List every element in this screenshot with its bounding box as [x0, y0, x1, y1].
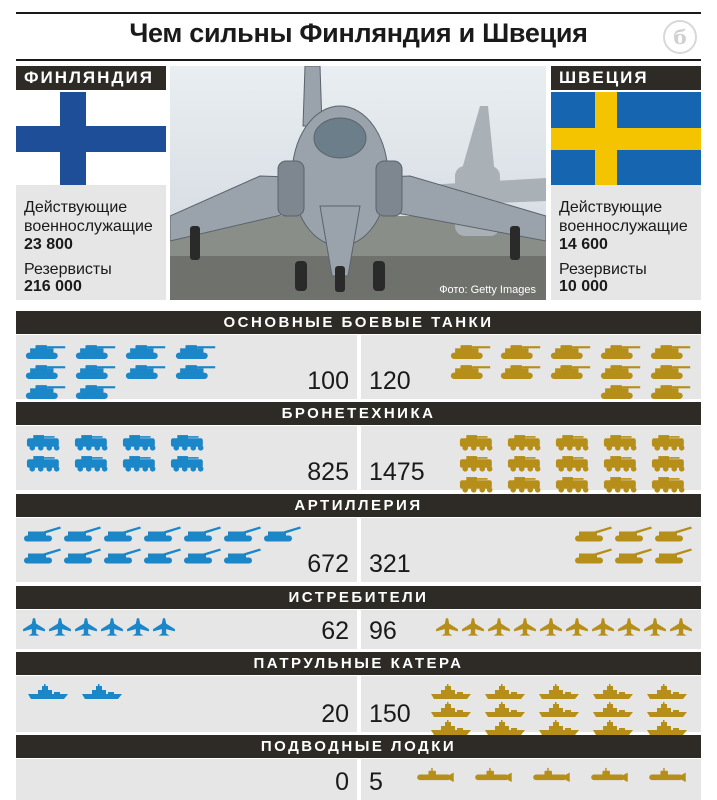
sweden-tank-icon — [497, 363, 543, 380]
finland-icon-cell — [102, 526, 142, 543]
finland-armored-vehicle-icon — [166, 455, 212, 472]
sweden-icon-cell — [587, 684, 639, 700]
sweden-icon-cell — [435, 618, 459, 637]
finland-icon-cell — [172, 363, 218, 380]
finland-icon-cell — [72, 363, 118, 380]
finland-armored-vehicle-icon — [22, 434, 68, 451]
sweden-artillery-icon — [653, 526, 693, 543]
sweden-flag-icon — [551, 92, 701, 185]
sweden-panel — [361, 335, 701, 399]
sweden-icon-cell — [455, 455, 501, 472]
finland-icon-cell — [72, 343, 118, 360]
sweden-icon-cell — [647, 434, 693, 451]
finland-panel — [16, 676, 357, 732]
sweden-icon-cell — [425, 702, 477, 718]
sweden-artillery-icon — [573, 526, 613, 543]
finland-tank-icon — [122, 343, 168, 360]
sweden-icon-cell — [447, 363, 493, 380]
sweden-icon-cell — [551, 476, 597, 493]
sweden-armored-vehicle-icon — [455, 455, 501, 472]
finland-icon-cell — [22, 383, 68, 400]
sweden-patrol-boat-icon — [479, 684, 531, 700]
sweden-box — [551, 92, 701, 300]
sweden-icon-cell — [643, 618, 667, 637]
sweden-patrol-boat-icon — [641, 684, 693, 700]
sweden-submarine-icon — [641, 767, 693, 782]
sweden-fighter-jet-icon — [617, 618, 641, 637]
finland-icon-cell — [70, 455, 116, 472]
finland-fighter-jet-icon — [22, 618, 46, 637]
finland-icon-cell — [118, 455, 164, 472]
sweden-fighter-jet-icon — [461, 618, 485, 637]
sweden-icon-cell — [487, 618, 511, 637]
sweden-icon-cell — [573, 548, 613, 565]
sweden-icon-cell — [599, 455, 645, 472]
sweden-panel — [361, 676, 701, 732]
sweden-armored-vehicle-icon — [599, 434, 645, 451]
sweden-icon-cell — [597, 383, 643, 400]
sweden-patrol-boat-icon — [425, 702, 477, 718]
finland-icon-cell — [182, 526, 222, 543]
sweden-reserve-value: 10 000 — [559, 278, 608, 295]
sweden-tank-icon — [597, 363, 643, 380]
sweden-artillery-icon — [613, 526, 653, 543]
sweden-icon-cell — [647, 383, 693, 400]
sweden-value: 120 — [369, 367, 411, 395]
finland-fighter-jet-icon — [74, 618, 98, 637]
sweden-fighter-jet-icon — [643, 618, 667, 637]
finland-icon-cell — [222, 548, 262, 565]
finland-tank-icon — [22, 343, 68, 360]
finland-icon-cell — [76, 684, 128, 700]
category-header: АРТИЛЛЕРИЯ — [16, 494, 701, 517]
finland-panel — [16, 335, 357, 399]
sweden-patrol-boat-icon — [587, 684, 639, 700]
finland-icon-cell — [48, 618, 72, 637]
publisher-logo: б — [663, 20, 697, 54]
finland-value: 62 — [321, 617, 349, 645]
sweden-icon-cell — [591, 618, 615, 637]
sweden-active-value: 14 600 — [559, 236, 608, 253]
sweden-icon-cell — [409, 767, 461, 782]
finland-artillery-icon — [182, 548, 222, 565]
finland-panel — [16, 426, 357, 490]
finland-panel — [16, 610, 357, 649]
finland-icon-cell — [172, 343, 218, 360]
sweden-icon-cell — [647, 343, 693, 360]
sweden-icon-cell — [599, 476, 645, 493]
sweden-icon-cell — [533, 684, 585, 700]
sweden-value: 96 — [369, 617, 397, 645]
sweden-icon-cell — [597, 343, 643, 360]
finland-flag-icon — [16, 92, 166, 185]
category-header: ОСНОВНЫЕ БОЕВЫЕ ТАНКИ — [16, 311, 701, 334]
finland-value: 0 — [335, 768, 349, 796]
sweden-value: 1475 — [369, 458, 425, 486]
finland-value: 825 — [307, 458, 349, 486]
finland-artillery-icon — [142, 548, 182, 565]
sweden-icon-cell — [641, 767, 693, 782]
finland-value: 672 — [307, 550, 349, 578]
finland-armored-vehicle-icon — [22, 455, 68, 472]
sweden-armored-vehicle-icon — [503, 434, 549, 451]
sweden-panel — [361, 759, 701, 800]
sweden-patrol-boat-icon — [533, 720, 585, 736]
finland-active-label — [24, 198, 153, 236]
sweden-tank-icon — [647, 343, 693, 360]
sweden-value: 150 — [369, 700, 411, 728]
finland-tank-icon — [72, 343, 118, 360]
sweden-icon-cell — [573, 526, 613, 543]
finland-patrol-boat-icon — [76, 684, 128, 700]
category-header: ПАТРУЛЬНЫЕ КАТЕРА — [16, 652, 701, 675]
sweden-icon-cell — [653, 548, 693, 565]
sweden-icon-cell — [653, 526, 693, 543]
finland-armored-vehicle-icon — [118, 455, 164, 472]
sweden-patrol-boat-icon — [425, 720, 477, 736]
sweden-icon-cell — [525, 767, 577, 782]
sweden-fighter-jet-icon — [435, 618, 459, 637]
sweden-icon-cell — [613, 526, 653, 543]
sweden-icon-cell — [647, 363, 693, 380]
sweden-icon-cell — [479, 720, 531, 736]
sweden-patrol-boat-icon — [479, 702, 531, 718]
finland-tank-icon — [72, 363, 118, 380]
sweden-icon-cell — [669, 618, 693, 637]
finland-active-value: 23 800 — [24, 236, 73, 253]
sweden-armored-vehicle-icon — [599, 455, 645, 472]
sweden-icon-cell — [547, 343, 593, 360]
finland-icon-cell — [126, 618, 150, 637]
finland-artillery-icon — [182, 526, 222, 543]
sweden-submarine-icon — [467, 767, 519, 782]
finland-icon-cell — [74, 618, 98, 637]
sweden-fighter-jet-icon — [591, 618, 615, 637]
sweden-fighter-jet-icon — [513, 618, 537, 637]
finland-patrol-boat-icon — [22, 684, 74, 700]
page-title: Чем сильны Финляндия и Швеция — [129, 18, 588, 48]
finland-icon-cell — [22, 618, 46, 637]
sweden-patrol-boat-icon — [533, 684, 585, 700]
finland-panel — [16, 518, 357, 582]
sweden-icon-cell — [587, 702, 639, 718]
finland-panel — [16, 759, 357, 800]
sweden-icon-cell — [461, 618, 485, 637]
sweden-armored-vehicle-icon — [551, 476, 597, 493]
finland-fighter-jet-icon — [100, 618, 124, 637]
photo-credit: Фото: Getty Images — [439, 284, 536, 296]
sweden-tank-icon — [497, 343, 543, 360]
sweden-armored-vehicle-icon — [503, 476, 549, 493]
finland-artillery-icon — [22, 548, 62, 565]
sweden-icon-cell — [613, 548, 653, 565]
finland-artillery-icon — [222, 526, 262, 543]
sweden-artillery-icon — [613, 548, 653, 565]
sweden-submarine-icon — [583, 767, 635, 782]
sweden-icon-cell — [533, 720, 585, 736]
sweden-tank-icon — [647, 363, 693, 380]
sweden-icon-cell — [479, 702, 531, 718]
sweden-icon-cell — [497, 363, 543, 380]
finland-icon-cell — [22, 343, 68, 360]
sweden-icon-cell — [539, 618, 563, 637]
sweden-armored-vehicle-icon — [551, 434, 597, 451]
sweden-fighter-jet-icon — [487, 618, 511, 637]
sweden-icon-cell — [597, 363, 643, 380]
category-header: ПОДВОДНЫЕ ЛОДКИ — [16, 735, 701, 758]
sweden-panel — [361, 426, 701, 490]
sweden-value: 5 — [369, 768, 383, 796]
sweden-panel — [361, 518, 701, 582]
sweden-patrol-boat-icon — [587, 702, 639, 718]
finland-icon-cell — [102, 548, 142, 565]
sweden-tank-icon — [447, 363, 493, 380]
finland-icon-cell — [22, 434, 68, 451]
sweden-icon-cell — [503, 476, 549, 493]
finland-icon-cell — [22, 548, 62, 565]
finland-armored-vehicle-icon — [118, 434, 164, 451]
finland-armored-vehicle-icon — [70, 434, 116, 451]
sweden-patrol-boat-icon — [587, 720, 639, 736]
finland-fighter-jet-icon — [152, 618, 176, 637]
sweden-icon-cell — [647, 455, 693, 472]
sweden-icon-cell — [455, 476, 501, 493]
sweden-icon-cell — [547, 363, 593, 380]
sweden-icon-cell — [583, 767, 635, 782]
title-rule-bottom — [16, 59, 701, 61]
sweden-artillery-icon — [573, 548, 613, 565]
sweden-patrol-boat-icon — [425, 684, 477, 700]
sweden-icon-cell — [599, 434, 645, 451]
finland-value: 100 — [307, 367, 349, 395]
finland-fighter-jet-icon — [126, 618, 150, 637]
sweden-icon-cell — [455, 434, 501, 451]
finland-artillery-icon — [262, 526, 302, 543]
sweden-patrol-boat-icon — [479, 720, 531, 736]
sweden-armored-vehicle-icon — [455, 434, 501, 451]
finland-icon-cell — [152, 618, 176, 637]
sweden-icon-cell — [503, 434, 549, 451]
finland-label: ФИНЛЯНДИЯ — [16, 66, 166, 90]
finland-icon-cell — [22, 455, 68, 472]
sweden-value: 321 — [369, 550, 411, 578]
sweden-tank-icon — [597, 343, 643, 360]
sweden-armored-vehicle-icon — [647, 455, 693, 472]
finland-active-label-line1: Действующие — [24, 199, 128, 216]
sweden-icon-cell — [447, 343, 493, 360]
sweden-patrol-boat-icon — [533, 702, 585, 718]
finland-icon-cell — [22, 684, 74, 700]
sweden-armored-vehicle-icon — [551, 455, 597, 472]
finland-tank-icon — [72, 383, 118, 400]
finland-artillery-icon — [62, 526, 102, 543]
finland-artillery-icon — [102, 526, 142, 543]
finland-icon-cell — [62, 526, 102, 543]
sweden-armored-vehicle-icon — [503, 455, 549, 472]
sweden-submarine-icon — [525, 767, 577, 782]
fighter-jet-photo — [170, 66, 546, 300]
sweden-patrol-boat-icon — [641, 702, 693, 718]
sweden-panel — [361, 610, 701, 649]
sweden-icon-cell — [551, 434, 597, 451]
sweden-icon-cell — [425, 720, 477, 736]
finland-tank-icon — [22, 363, 68, 380]
finland-icon-cell — [118, 434, 164, 451]
sweden-icon-cell — [497, 343, 543, 360]
finland-tank-icon — [172, 343, 218, 360]
finland-artillery-icon — [222, 548, 262, 565]
finland-reserve-value: 216 000 — [24, 278, 82, 295]
sweden-tank-icon — [597, 383, 643, 400]
finland-armored-vehicle-icon — [166, 434, 212, 451]
sweden-label: ШВЕЦИЯ — [551, 66, 701, 90]
finland-reserve-label: Резервисты — [24, 261, 112, 278]
sweden-reserve-label: Резервисты — [559, 261, 647, 278]
sweden-fighter-jet-icon — [669, 618, 693, 637]
sweden-icon-cell — [641, 720, 693, 736]
finland-artillery-icon — [142, 526, 182, 543]
sweden-icon-cell — [425, 684, 477, 700]
finland-artillery-icon — [62, 548, 102, 565]
title-rule-top — [16, 12, 701, 14]
sweden-icon-cell — [641, 684, 693, 700]
finland-icon-cell — [262, 526, 302, 543]
sweden-icon-cell — [551, 455, 597, 472]
finland-icon-cell — [222, 526, 262, 543]
sweden-active-label-line2: военнослужащие — [559, 218, 688, 235]
sweden-tank-icon — [447, 343, 493, 360]
finland-icon-cell — [142, 526, 182, 543]
sweden-tank-icon — [547, 343, 593, 360]
sweden-icon-cell — [617, 618, 641, 637]
finland-fighter-jet-icon — [48, 618, 72, 637]
finland-active-label-line2: военнослужащие — [24, 218, 153, 235]
category-header: БРОНЕТЕХНИКА — [16, 402, 701, 425]
finland-icon-cell — [62, 548, 102, 565]
finland-icon-cell — [22, 526, 62, 543]
sweden-patrol-boat-icon — [641, 720, 693, 736]
finland-artillery-icon — [22, 526, 62, 543]
finland-icon-cell — [182, 548, 222, 565]
sweden-artillery-icon — [653, 548, 693, 565]
finland-tank-icon — [122, 363, 168, 380]
sweden-icon-cell — [647, 476, 693, 493]
finland-icon-cell — [166, 434, 212, 451]
finland-icon-cell — [142, 548, 182, 565]
finland-box — [16, 92, 166, 300]
sweden-icon-cell — [641, 702, 693, 718]
sweden-armored-vehicle-icon — [647, 434, 693, 451]
jet-photo-illustration — [170, 66, 546, 300]
sweden-armored-vehicle-icon — [455, 476, 501, 493]
sweden-icon-cell — [513, 618, 537, 637]
sweden-fighter-jet-icon — [565, 618, 589, 637]
sweden-icon-cell — [479, 684, 531, 700]
sweden-submarine-icon — [409, 767, 461, 782]
finland-tank-icon — [172, 363, 218, 380]
sweden-fighter-jet-icon — [539, 618, 563, 637]
finland-icon-cell — [22, 363, 68, 380]
sweden-icon-cell — [503, 455, 549, 472]
sweden-active-label — [559, 198, 688, 236]
sweden-icon-cell — [565, 618, 589, 637]
finland-icon-cell — [122, 343, 168, 360]
finland-icon-cell — [100, 618, 124, 637]
finland-icon-cell — [122, 363, 168, 380]
finland-icon-cell — [166, 455, 212, 472]
finland-value: 20 — [321, 700, 349, 728]
sweden-armored-vehicle-icon — [647, 476, 693, 493]
sweden-icon-cell — [533, 702, 585, 718]
finland-tank-icon — [22, 383, 68, 400]
category-header: ИСТРЕБИТЕЛИ — [16, 586, 701, 609]
sweden-tank-icon — [647, 383, 693, 400]
sweden-icon-cell — [467, 767, 519, 782]
finland-armored-vehicle-icon — [70, 455, 116, 472]
sweden-icon-cell — [587, 720, 639, 736]
finland-artillery-icon — [102, 548, 142, 565]
finland-icon-cell — [72, 383, 118, 400]
sweden-armored-vehicle-icon — [599, 476, 645, 493]
sweden-tank-icon — [547, 363, 593, 380]
finland-icon-cell — [70, 434, 116, 451]
sweden-active-label-line1: Действующие — [559, 199, 663, 216]
